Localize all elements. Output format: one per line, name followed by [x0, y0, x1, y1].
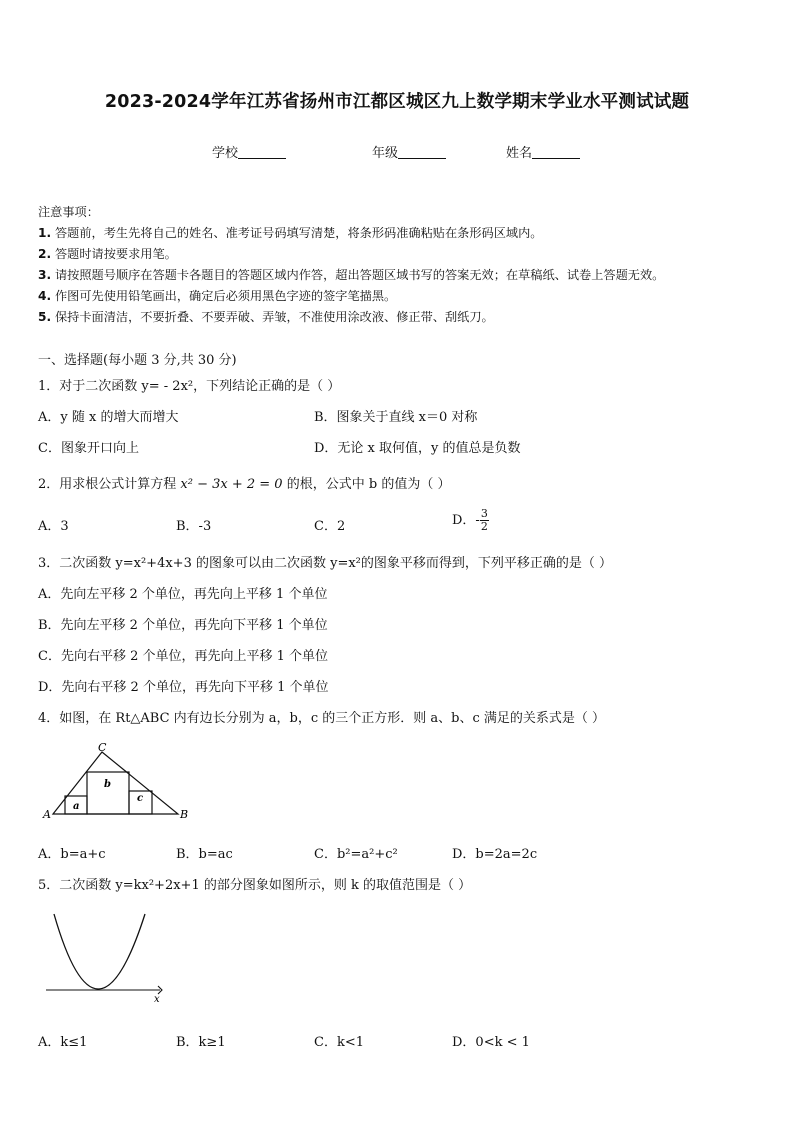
school-blank	[238, 144, 286, 159]
question-4-stem: 4．如图，在 Rt△ABC 内有边长分别为 a，b，c 的三个正方形．则 a、b、c 满足的关系式是（ ）	[38, 711, 606, 726]
section-heading: 一、选择题(每小题 3 分,共 30 分)	[38, 353, 237, 368]
exam-title: 2023-2024学年江苏省扬州市江都区城区九上数学期末学业水平测试试题	[104, 92, 690, 112]
label-b-vertex: B	[180, 808, 189, 821]
question-3-stem: 3．二次函数 y=x²+4x+3 的图象可以由二次函数 y=x²的图象平移而得到，下列平移正确的是（ ）	[38, 556, 613, 571]
label-square-c: c	[137, 793, 144, 804]
q4-option-d[interactable]: D．b=2a=2c	[452, 847, 538, 862]
note-item: 4. 作图可先使用铅笔画出，确定后必须用黑色字迹的签字笔描黑。	[38, 289, 397, 303]
parabola-figure	[44, 910, 174, 1010]
question-2-stem: 2．用求根公式计算方程 x² − 3x + 2 = 0 的根，公式中 b 的值为（ ）	[38, 477, 451, 492]
q5-option-a[interactable]: A．k≤1	[38, 1035, 88, 1050]
q5-option-b[interactable]: B．k≥1	[176, 1035, 226, 1050]
q4-option-c[interactable]: C．b²=a²+c²	[314, 847, 398, 862]
note-item: 3. 请按照题号顺序在答题卡各题目的答题区域内作答，超出答题区域书写的答案无效；在草稿纸、试卷上答题无效。	[38, 268, 665, 282]
q5-option-c[interactable]: C．k<1	[314, 1035, 364, 1050]
note-item: 2. 答题时请按要求用笔。	[38, 247, 177, 261]
school-field	[212, 142, 286, 161]
q4-option-a[interactable]: A．b=a+c	[38, 847, 106, 862]
name-blank	[532, 144, 580, 159]
q1-option-d[interactable]: D．无论 x 取何值，y 的值总是负数	[314, 441, 521, 456]
q2-option-a[interactable]: A．3	[38, 519, 69, 534]
note-item: 5. 保持卡面清洁，不要折叠、不要弄破、弄皱，不准使用涂改液、修正带、刮纸刀。	[38, 310, 494, 324]
q4-option-b[interactable]: B．b=ac	[176, 847, 233, 862]
x-axis-label: x	[154, 994, 160, 1005]
q2-option-b[interactable]: B．-3	[176, 519, 212, 534]
grade-field	[372, 142, 446, 161]
q2-option-d[interactable]: D．- $\frac{3}{2}$	[452, 507, 488, 533]
triangle-abc	[53, 752, 178, 814]
q1-option-a[interactable]: A．y 随 x 的增大而增大	[38, 410, 179, 425]
label-square-a: a	[73, 801, 80, 812]
triangle-squares-figure	[40, 742, 195, 822]
question-5-stem: 5．二次函数 y=kx²+2x+1 的部分图象如图所示，则 k 的取值范围是（ ）	[38, 878, 472, 893]
parabola-curve	[54, 914, 145, 989]
q3-option-d[interactable]: D．先向右平移 2 个单位，再先向下平移 1 个单位	[38, 680, 329, 695]
notes-heading: 注意事项：	[38, 205, 99, 219]
q1-option-b[interactable]: B．图象关于直线 x＝0 对称	[314, 410, 478, 425]
q3-option-a[interactable]: A．先向左平移 2 个单位，再先向上平移 1 个单位	[38, 587, 328, 602]
q3-option-b[interactable]: B．先向左平移 2 个单位，再先向下平移 1 个单位	[38, 618, 328, 633]
note-item: 1. 答题前，考生先将自己的姓名、准考证号码填写清楚，将条形码准确粘贴在条形码区域内。	[38, 226, 543, 240]
q5-option-d[interactable]: D．0<k < 1	[452, 1035, 530, 1050]
fraction: $\frac{3}{2}$	[480, 507, 488, 533]
grade-label: 年级	[372, 146, 399, 161]
q1-option-c[interactable]: C．图象开口向上	[38, 441, 139, 456]
question-1-stem: 1．对于二次函数 y= - 2x²，下列结论正确的是（ ）	[38, 379, 341, 394]
label-square-b: b	[104, 779, 111, 790]
label-c-vertex: C	[98, 742, 107, 754]
grade-blank	[398, 144, 446, 159]
name-label: 姓名	[506, 146, 533, 161]
school-label: 学校	[212, 146, 239, 161]
q2-equation: x² − 3x + 2 = 0	[180, 477, 283, 492]
name-field	[506, 142, 580, 161]
q3-option-c[interactable]: C．先向右平移 2 个单位，再先向上平移 1 个单位	[38, 649, 329, 664]
label-a-vertex: A	[43, 808, 51, 821]
q2-option-c[interactable]: C．2	[314, 519, 346, 534]
